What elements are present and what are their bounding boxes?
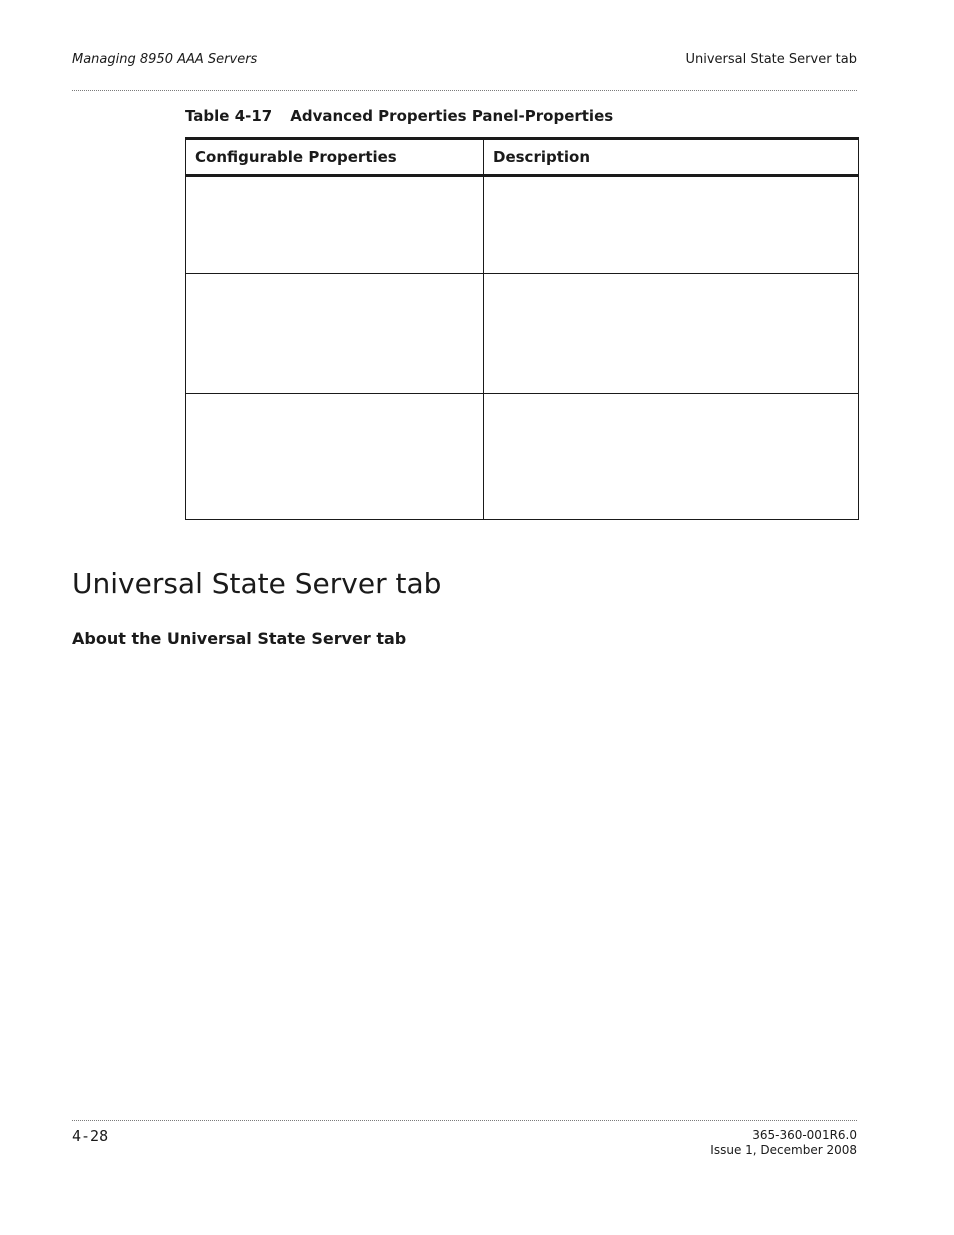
footer-divider: [72, 1120, 857, 1121]
table-cell-property: [186, 274, 484, 394]
subsection-heading: About the Universal State Server tab: [72, 629, 407, 648]
header-divider: [72, 90, 857, 91]
table-row: [186, 394, 859, 520]
table-cell-description: [484, 394, 859, 520]
table-cell-description: [484, 274, 859, 394]
issue-date: Issue 1, December 2008: [710, 1143, 857, 1157]
table-cell-property: [186, 394, 484, 520]
table-row: [186, 274, 859, 394]
document-number: 365-360-001R6.0: [752, 1128, 857, 1142]
running-header-chapter: Managing 8950 AAA Servers: [72, 52, 258, 67]
properties-table: [185, 137, 859, 520]
page-number: 4-28: [72, 1127, 109, 1145]
column-header-configurable-properties: Configurable Properties: [186, 139, 484, 176]
table-caption-number: Table 4-17: [185, 107, 273, 125]
document-identifier: [710, 1128, 857, 1158]
table-header-row: [186, 139, 859, 176]
table-cell-property: [186, 176, 484, 274]
table-row: [186, 176, 859, 274]
table-cell-description: [484, 176, 859, 274]
running-header-section: Universal State Server tab: [685, 52, 857, 67]
table-caption: [185, 107, 613, 125]
column-header-description: Description: [484, 139, 859, 176]
section-heading: Universal State Server tab: [72, 567, 442, 600]
table-caption-title: Advanced Properties Panel-Properties: [290, 107, 614, 125]
